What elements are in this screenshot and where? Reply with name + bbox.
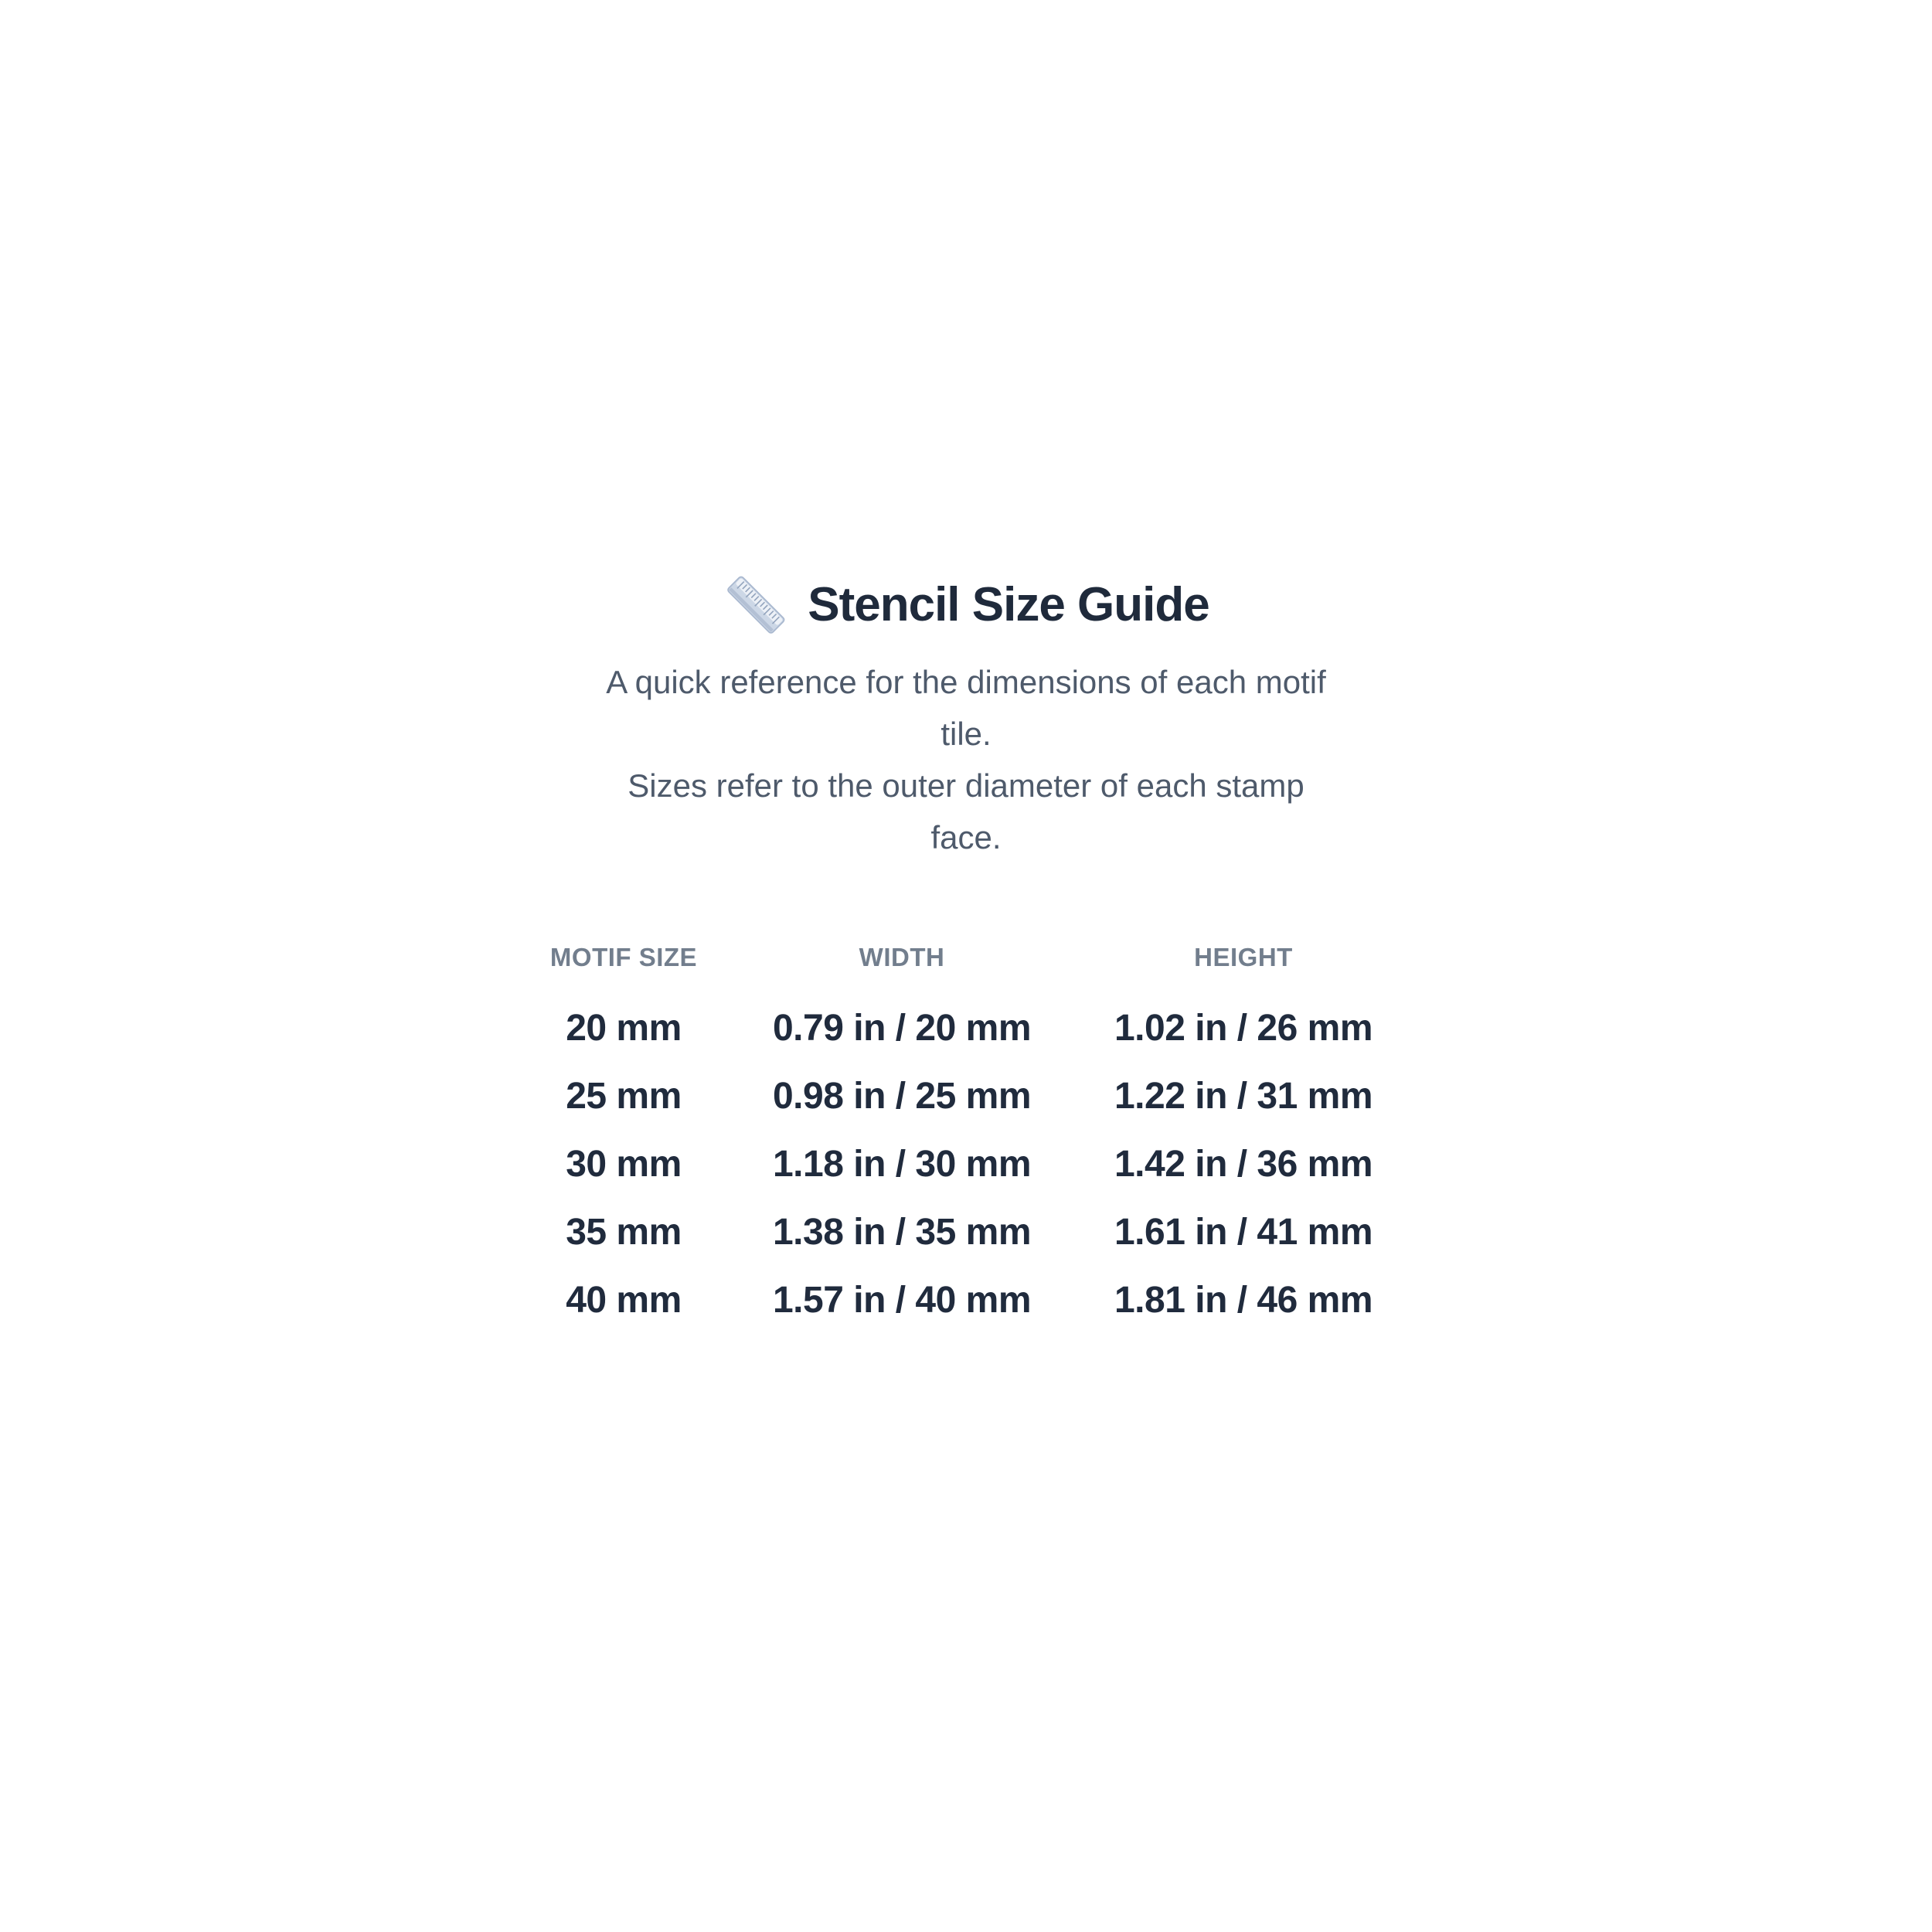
- page-header: [0, 562, 1932, 648]
- table-cell-width: 1.18 in / 30 mm: [772, 1143, 1031, 1185]
- table-cell-width: 1.57 in / 40 mm: [772, 1279, 1031, 1321]
- table-cell-motif-size: 40 mm: [566, 1279, 682, 1321]
- table-cell-width: 0.98 in / 25 mm: [772, 1075, 1031, 1117]
- subtitle-line: tile.: [940, 716, 992, 752]
- subtitle-line: A quick reference for the dimensions of each motif: [606, 664, 1326, 700]
- table-cell-motif-size: 35 mm: [566, 1211, 682, 1253]
- table-cell-height: 1.02 in / 26 mm: [1114, 1007, 1372, 1049]
- subtitle: [541, 656, 1391, 863]
- table-cell-motif-size: 20 mm: [566, 1007, 682, 1049]
- column-header-height: HEIGHT: [1194, 943, 1293, 971]
- subtitle-line: face.: [930, 819, 1002, 855]
- table-cell-width: 0.79 in / 20 mm: [772, 1007, 1031, 1049]
- table-cell-width: 1.38 in / 35 mm: [772, 1211, 1031, 1253]
- page-title: Stencil Size Guide: [808, 578, 1209, 631]
- table-cell-height: 1.61 in / 41 mm: [1114, 1211, 1372, 1253]
- ruler-icon: [723, 572, 789, 638]
- column-header-width: WIDTH: [859, 943, 945, 971]
- subtitle-line: Sizes refer to the outer diameter of each stamp: [628, 767, 1304, 804]
- table-cell-height: 1.22 in / 31 mm: [1114, 1075, 1372, 1117]
- table-cell-height: 1.81 in / 46 mm: [1114, 1279, 1372, 1321]
- table-cell-motif-size: 30 mm: [566, 1143, 682, 1185]
- table-cell-height: 1.42 in / 36 mm: [1114, 1143, 1372, 1185]
- size-table: [508, 926, 1423, 1334]
- table-cell-motif-size: 25 mm: [566, 1075, 682, 1117]
- column-header-motif-size: MOTIF SIZE: [549, 943, 698, 971]
